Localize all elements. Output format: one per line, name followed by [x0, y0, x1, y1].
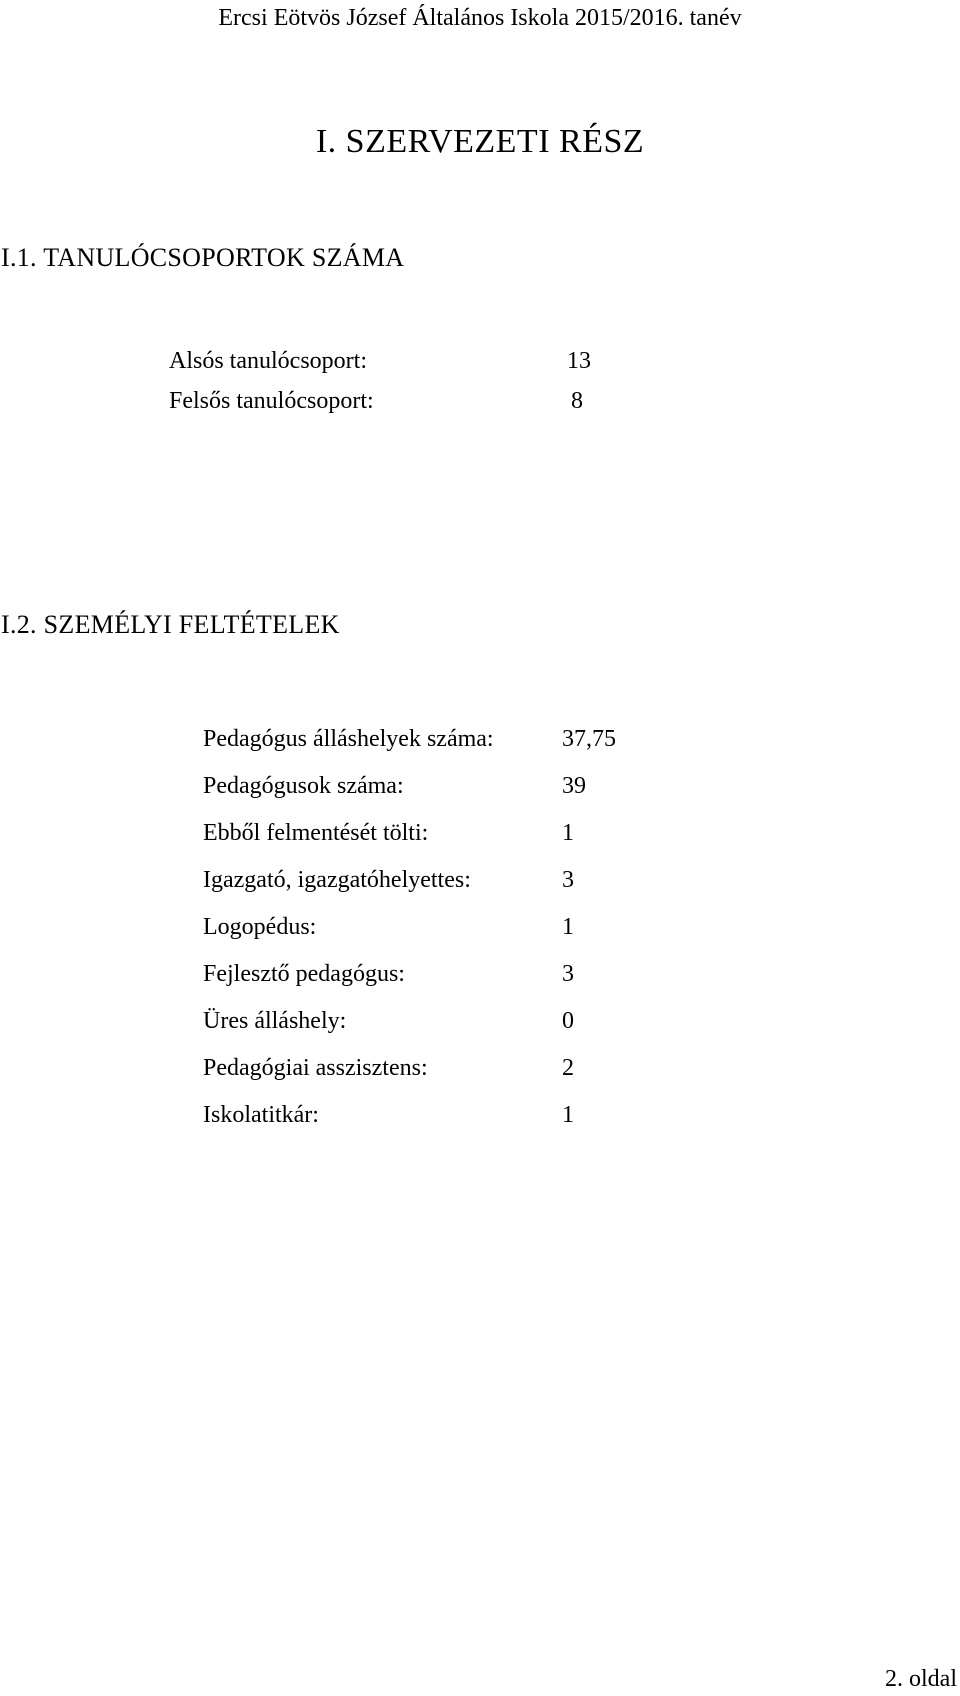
row-value: 39: [562, 773, 586, 799]
row-label: Pedagógus álláshelyek száma:: [203, 726, 494, 752]
row-value: 8: [571, 388, 583, 414]
section-heading-staff: I.2. SZEMÉLYI FELTÉTELEK: [1, 610, 340, 639]
section-heading-groups: I.1. TANULÓCSOPORTOK SZÁMA: [1, 243, 405, 272]
row-value: 3: [562, 961, 574, 987]
row-value: 1: [562, 1102, 574, 1128]
row-value: 1: [562, 820, 574, 846]
row-value: 13: [567, 348, 591, 374]
row-value: 1: [562, 914, 574, 940]
row-value: 3: [562, 867, 574, 893]
page-header: Ercsi Eötvös József Általános Iskola 2015/2016. tanév: [218, 5, 742, 31]
row-label: Ebből felmentését tölti:: [203, 820, 429, 846]
row-value: 37,75: [562, 726, 616, 752]
row-label: Pedagógusok száma:: [203, 773, 404, 799]
part-title: I. SZERVEZETI RÉSZ: [315, 123, 645, 160]
row-label: Felsős tanulócsoport:: [169, 388, 374, 414]
row-label: Igazgató, igazgatóhelyettes:: [203, 867, 471, 893]
row-label: Üres álláshely:: [203, 1008, 347, 1034]
row-label: Pedagógiai asszisztens:: [203, 1055, 428, 1081]
row-label: Iskolatitkár:: [203, 1102, 319, 1128]
page-number: 2. oldal: [885, 1666, 957, 1692]
row-label: Fejlesztő pedagógus:: [203, 961, 405, 987]
row-label: Logopédus:: [203, 914, 317, 940]
row-value: 2: [562, 1055, 574, 1081]
row-label: Alsós tanulócsoport:: [169, 348, 367, 374]
row-value: 0: [562, 1008, 574, 1034]
